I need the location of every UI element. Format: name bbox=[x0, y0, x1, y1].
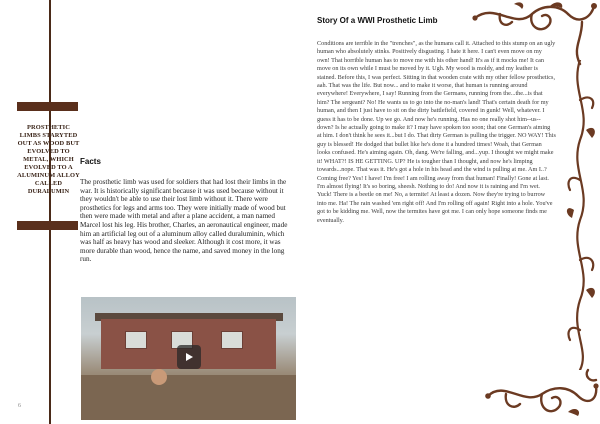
video-window bbox=[125, 331, 147, 349]
story-heading: Story Of a WWI Prosthetic Limb bbox=[317, 16, 438, 25]
sidebar-bar-bottom bbox=[17, 221, 78, 230]
video-ground bbox=[81, 375, 296, 420]
sidebar-caption: PROSTHETIC LIMBS STARYTED OUT AS WOOD BUT EVOLVED TO METAL, WHICH EVOLVED TO A ALUMINUM ALLOY CALLED DURALUMIN bbox=[17, 124, 80, 195]
play-icon bbox=[183, 351, 195, 363]
page-number: 6 bbox=[18, 403, 21, 409]
sidebar-bar-top bbox=[17, 102, 78, 111]
ornament-side-icon bbox=[566, 60, 600, 370]
video-player[interactable] bbox=[81, 297, 296, 420]
story-body: Conditions are terrible in the "trenches", as the humans call it. Attached to this stump on an ugly human who absolutely stinks. Positively disgusting. I hate it here. I can't even move on my own! That horrible human has to move me with his other hand! It's as if it mocks me! It can move on its own while I must be moved by it. Ugh. My wood is moldy, and my leather is stained. Before this, I was perfect. Sitting in that wooden crate with my other fellow prosthetics, aah. That was the life. But now... and to make it worse, that human is running around everywhere! Everywhere, I say! Running from the Germans, running from the...the...is that him? The sergeant? No! He wants us to go into the no-man's land! That's certain death for my human, and then I just have to sit on the dirty battlefield, covered in gunk! Well, whatever. I guess it has to be done. Up we go. And now he's running. Has no one really shot him--us--down? Is he actually going to make it? I may have spoken too soon; that one German's aiming at him. I don't think he sees it...but I do. That dirty German is pulling the trigger. NO WAY! This guy is blessed! He dodged that bullet like he's done it a hundred times! Woah, that German looks confused. He's aiming again. Oh, dang. We're falling, and...yup. I thought we might make it! WHAT?! IS HE GETTING. UP? He is tougher than I thought, and now he's limping towards...nope. That was it. He's got a hole in his head and the wind is pulling at me. Am I..? Coming free? Yes! I have! I'm free! I am rolling away from that human! Finally! Gone at last. I'm almost flying! It's so boring, sheesh. Nothing to do! And now it is raining and I'm wet. Yuck! There is a beetle on me! No, a termite! At least a dozen. Now they're trying to burrow into me. Ha! The rain washed 'em right off! And I'm rolling off again! Right into a hole. You've got to be kidding me. Well, now the termites have got me. I can only hope someone finds me eventually. bbox=[317, 40, 556, 224]
sidebar-rule bbox=[49, 0, 51, 424]
ornament-bottom-icon bbox=[484, 366, 600, 424]
facts-body: The prosthetic limb was used for soldiers that had lost their limbs in the war. It is historically significant because it was used because without it they wouldn't be able to use their lost limb without it. There were prosthetics for legs and arms too. They were initially made of wood but then were made with metal and after a plane accident, a man named Marcel lost his leg. His brother, Charles, an aeronautical engineer, made him an artificial leg out of a aluminum alloy called duraluminin, which was half as heavy has wood and sleeker. Although it cost more, it was more durable than wood, hence the name, and saved money in the long run. bbox=[80, 178, 288, 264]
play-button[interactable] bbox=[177, 345, 201, 369]
facts-heading: Facts bbox=[80, 157, 101, 166]
video-window bbox=[221, 331, 243, 349]
video-child bbox=[151, 369, 167, 385]
